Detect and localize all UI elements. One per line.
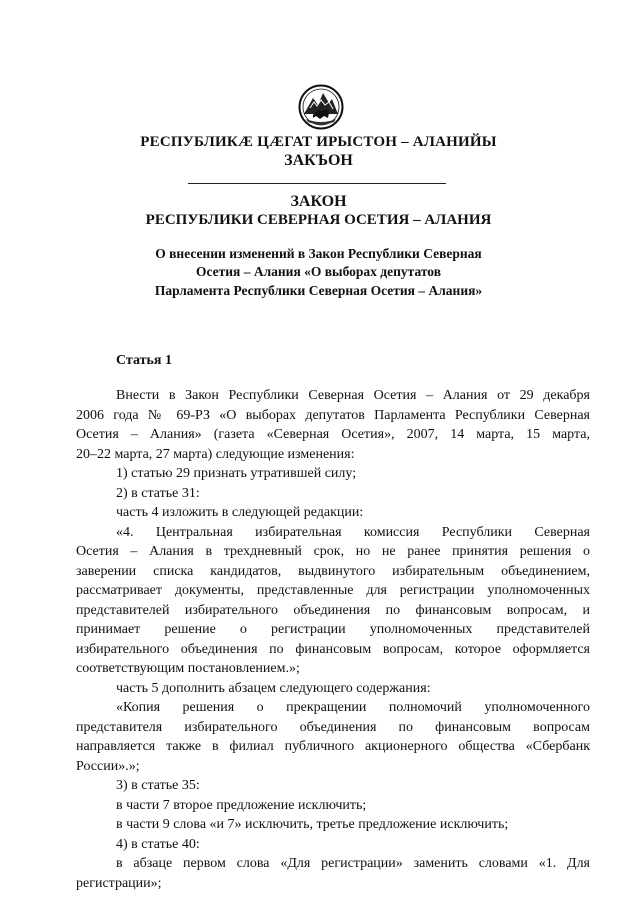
coat-of-arms-emblem: [298, 84, 344, 130]
body-line: принимает решение о регистрации уполномоченных представителей: [76, 622, 590, 637]
body-line: в абзаце первом слова «Для регистрации» заменить словами «1. Для: [116, 856, 590, 871]
body-line: направляется также в филиал публичного акционерного общества «Сбербанк: [76, 739, 590, 754]
body-line: 4) в статье 40:: [116, 836, 200, 852]
body-line: 1) статью 29 признать утратившей силу;: [116, 466, 357, 481]
header-divider: [188, 183, 446, 184]
republic-name-ossetian: РЕСПУБЛИКÆ ЦÆГАТ ИРЫСТОН – АЛАНИЙЫ: [140, 134, 497, 150]
body-line: заверении списка кандидатов, выдвинутого избирательным объединением,: [76, 563, 590, 579]
body-line: избирательного объединения по финансовым вопросам, которое оформляется: [76, 641, 590, 657]
body-line: «Копия решения о прекращении полномочий уполномоченного: [116, 700, 590, 715]
body-line: 3) в статье 35:: [116, 778, 200, 793]
body-line: в части 9 слова «и 7» исключить, третье предложение исключить;: [116, 817, 509, 832]
body-line: Внести в Закон Республики Северная Осетия – Алания от 29 декабря: [116, 388, 590, 403]
law-subtitle-line: Парламента Республики Северная Осетия – Алания»: [154, 283, 483, 298]
body-line: регистрации»;: [76, 875, 162, 891]
body-line: в части 7 второе предложение исключить;: [116, 797, 367, 813]
law-title-ossetian: ЗАКЪОН: [284, 152, 353, 169]
body-line: часть 4 изложить в следующей редакции:: [116, 505, 364, 520]
article-heading: Статья 1: [116, 353, 172, 368]
body-line: 2) в статье 31:: [116, 485, 200, 501]
body-line: соответствующим постановлением.»;: [76, 661, 300, 676]
law-title-russian: ЗАКОН: [290, 193, 347, 210]
article-body: [76, 386, 590, 893]
body-line: России».»;: [76, 758, 140, 774]
republic-name-russian: РЕСПУБЛИКИ СЕВЕРНАЯ ОСЕТИЯ – АЛАНИЯ: [145, 212, 492, 228]
body-line: представителей избирательного объединения по финансовым вопросам, и: [76, 602, 590, 618]
body-line: 20–22 марта, 27 марта) следующие изменения:: [76, 446, 355, 462]
law-subtitle-line: Осетия – Алания «О выборах депутатов: [195, 264, 442, 279]
body-line: представителя избирательного объединения по финансовым вопросам: [76, 719, 590, 735]
body-line: рассматривает документы, представленные для регистрации уполномоченных: [76, 583, 590, 598]
law-subtitle-line: О внесении изменений в Закон Республики Северная: [155, 246, 482, 261]
body-line: Осетия – Алания в трехдневный срок, но не ранее принятия решения о: [76, 544, 590, 559]
body-line: Осетия – Алания» (газета «Северная Осетия», 2007, 14 марта, 15 марта,: [76, 427, 590, 442]
body-line: «4. Центральная избирательная комиссия Республики Северная: [116, 524, 590, 540]
body-line: часть 5 дополнить абзацем следующего содержания:: [116, 680, 431, 696]
body-line: 2006 года № 69-РЗ «О выборах депутатов Парламента Республики Северная: [76, 407, 590, 423]
